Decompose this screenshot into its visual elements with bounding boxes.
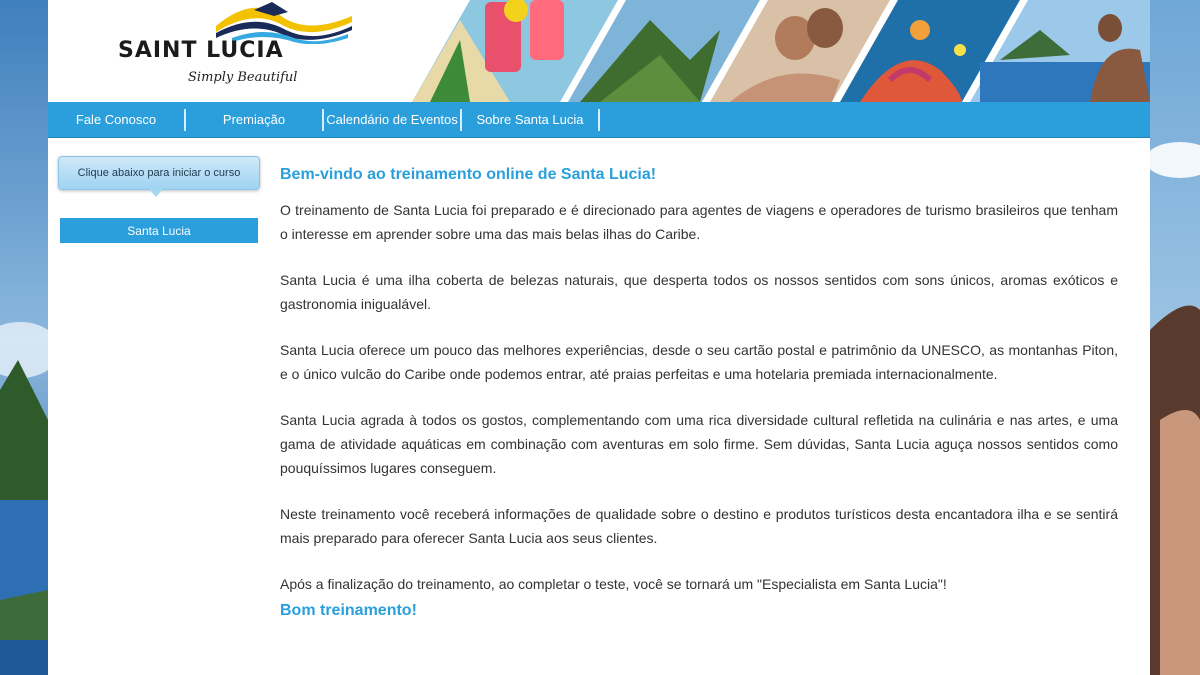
saint-lucia-logo[interactable] [118,0,358,100]
santa-lucia-course-button[interactable]: Santa Lucia [60,218,258,243]
header [48,0,1150,102]
content-area [48,138,1150,620]
nav-premiacao[interactable]: Premiação [186,109,324,131]
page-title: Bem-vindo ao treinamento online de Santa Lucia! [280,166,657,183]
logo-tagline: Simply Beautiful [188,70,298,85]
nav-calendario-eventos[interactable]: Calendário de Eventos [324,109,462,131]
header-photo-strip [400,0,1150,102]
closing-heading: Bom treinamento! [280,602,417,619]
main-content [268,138,1118,620]
paragraph-specialist: Após a finalização do treinamento, ao completar o teste, você se tornará um "Especialista em Santa Lucia"! [280,576,947,592]
paragraph-culture: Santa Lucia agrada à todos os gostos, complementando com uma rica diversidade cultural refletida na culinária e nas artes, e uma gama de atividade aquáticas em combinação com aventuras em solo firme. Sem dúvidas, Santa Lucia aguça nossos sentidos como pouquíssimos lugares conseguem. [280,412,1118,476]
nav-fale-conosco[interactable]: Fale Conosco [48,109,186,131]
paragraph-natural-beauty: Santa Lucia é uma ilha coberta de belezas naturais, que desperta todos os nossos sentidos com sons únicos, aromas exóticos e gastronomia inigualável. [280,272,1118,312]
logo-text: SAINT LUCIA [118,38,284,63]
site-container [48,0,1150,675]
paragraph-training: Neste treinamento você receberá informações de qualidade sobre o destino e produtos turísticos desta encantadora ilha e se sentirá mais preparado para oferecer Santa Lucia aos seus clientes. [280,506,1118,546]
start-course-tooltip [58,156,260,190]
nav-sobre-santa-lucia[interactable]: Sobre Santa Lucia [462,109,600,131]
paragraph-experiences: Santa Lucia oferece um pouco das melhores experiências, desde o seu cartão postal e patrimônio da UNESCO, as montanhas Piton, e o único vulcão do Caribe onde podemos entrar, até praias perfeitas e uma hotelaria premiada internacionalmente. [280,342,1118,382]
paragraph-intro: O treinamento de Santa Lucia foi preparado e é direcionado para agentes de viagens e operadores de turismo brasileiros que tenham o interesse em aprender sobre uma das mais belas ilhas do Caribe. [280,202,1118,242]
tooltip-text: Clique abaixo para iniciar o curso [77,167,241,179]
main-nav [48,102,1150,138]
sidebar [48,138,268,620]
tooltip-arrow-icon [149,189,163,197]
